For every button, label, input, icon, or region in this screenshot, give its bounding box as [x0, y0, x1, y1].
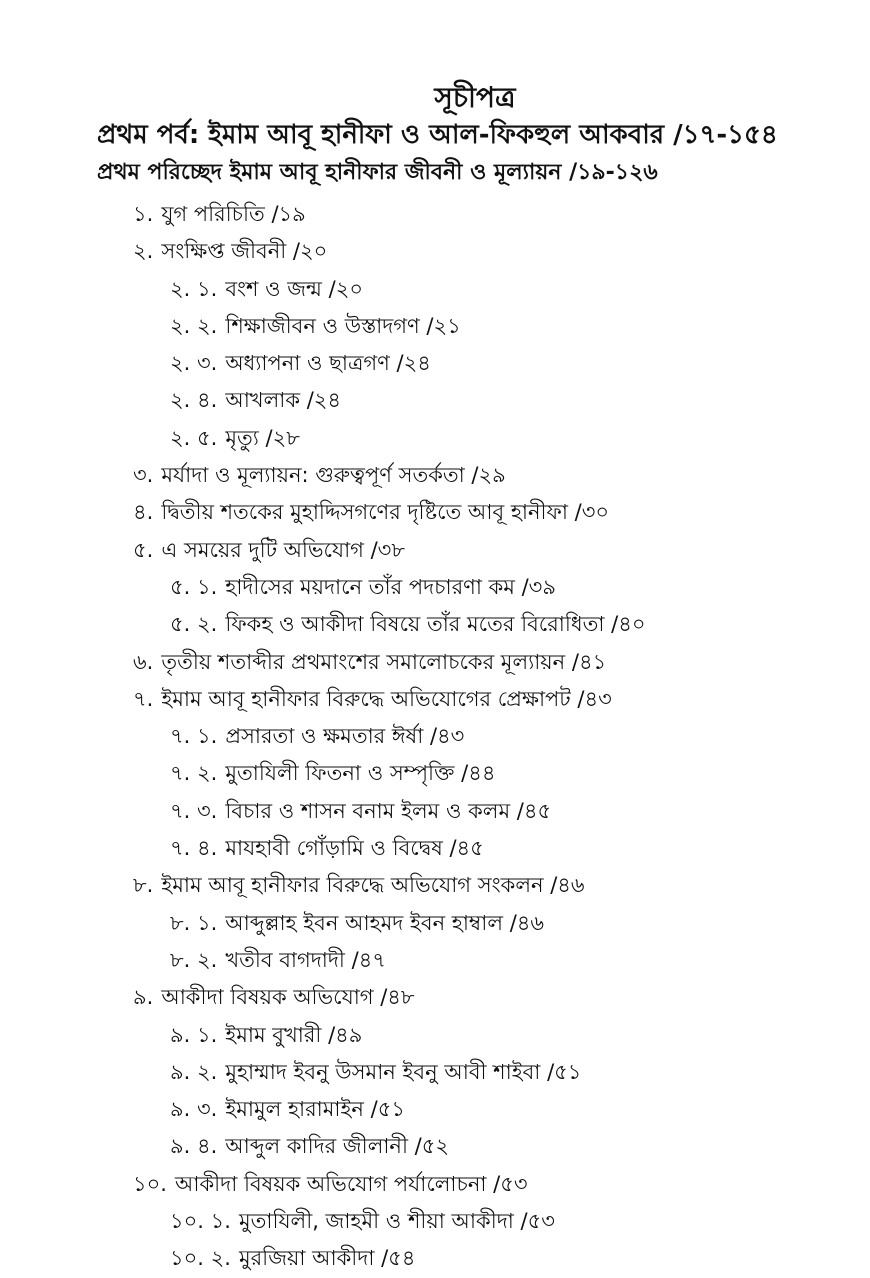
toc-entry [0, 457, 870, 494]
toc-entry-number: ২. [133, 239, 154, 264]
toc-entry-number: ১০. ২. [170, 1246, 231, 1271]
toc-entry-number: ৭. ১. [170, 724, 218, 749]
toc-entry [0, 196, 870, 233]
toc-entry-number: ৮. ১. [170, 910, 218, 935]
toc-list [0, 196, 870, 1278]
toc-entry-text: প্রসারতা ও ক্ষমতার ঈর্ষা /৪৩ [225, 724, 465, 749]
toc-entry [0, 1017, 870, 1054]
toc-entry [0, 755, 870, 792]
toc-entry-text: মুতাযিলী, জাহমী ও শীয়া আকীদা /৫৩ [238, 1209, 555, 1234]
toc-entry [0, 233, 870, 270]
toc-entry-number: ২. ১. [170, 276, 218, 301]
toc-entry [0, 494, 870, 531]
toc-entry-text: মুতাযিলী ফিতনা ও সম্পৃক্তি /৪৪ [225, 761, 496, 786]
toc-entry-number: ৭. [133, 686, 154, 711]
toc-entry [0, 382, 870, 419]
toc-entry-number: ৯. ৩. [170, 1097, 218, 1122]
toc-entry-text: মৃত্যু /২৮ [225, 425, 300, 450]
toc-entry-text: দ্বিতীয় শতকের মুহাদ্দিসগণের দৃষ্টিতে আবূ হানীফা /৩০ [161, 500, 609, 525]
toc-entry-text: আকীদা বিষয়ক অভিযোগ পর্যালোচনা /৫৩ [174, 1171, 528, 1196]
toc-entry-number: ৯. ১. [170, 1022, 218, 1047]
toc-entry-text: আখলাক /২৪ [225, 388, 342, 413]
toc-entry-number: ২. ৪. [170, 388, 218, 413]
toc-entry [0, 569, 870, 606]
toc-entry [0, 644, 870, 681]
toc-entry-number: ৯. ৪. [170, 1134, 218, 1159]
toc-entry-number: ২. ৩. [170, 351, 218, 376]
toc-entry-text: ফিকহ ও আকীদা বিষয়ে তাঁর মতের বিরোধিতা /৪০ [225, 612, 646, 637]
toc-entry-text: আব্দুল কাদির জীলানী /৫২ [225, 1134, 450, 1159]
toc-entry-text: ইমামুল হারামাইন /৫১ [225, 1097, 405, 1122]
toc-entry-text: যুগ পরিচিতি /১৯ [161, 202, 306, 226]
toc-entry-number: ১০. ১. [170, 1209, 231, 1234]
toc-entry-text: তৃতীয় শতাব্দীর প্রথমাংশের সমালোচকের মূল্যায়ন /৪১ [161, 649, 607, 674]
toc-entry-number: ২. ২. [170, 313, 218, 338]
toc-entry-text: বংশ ও জন্ম /২০ [225, 276, 364, 301]
toc-entry [0, 1091, 870, 1128]
toc-entry-number: ৫. ১. [170, 574, 218, 599]
part-heading: প্রথম পর্ব: ইমাম আবূ হানীফা ও আল-ফিকহুল আকবার /১৭-১৫৪ [97, 120, 778, 150]
toc-entry-text: ইমাম আবূ হানীফার বিরুদ্ধে অভিযোগের প্রেক্ষাপট /৪৩ [161, 686, 612, 711]
toc-entry-text: মুহাম্মাদ ইবনু উসমান ইবনু আবী শাইবা /৫১ [225, 1059, 582, 1084]
toc-entry [0, 867, 870, 904]
toc-entry-number: ৫. [133, 537, 154, 562]
toc-entry-number: ৭. ৪. [170, 836, 218, 861]
toc-entry [0, 308, 870, 345]
toc-entry-number: ৯. ২. [170, 1059, 218, 1084]
toc-entry [0, 271, 870, 308]
toc-entry [0, 420, 870, 457]
toc-entry-number: ৪. [133, 500, 154, 525]
toc-entry-number: ১. [133, 202, 154, 226]
toc-entry-text: আব্দুল্লাহ ইবন আহমদ ইবন হাম্বাল /৪৬ [225, 910, 545, 935]
toc-entry [0, 1166, 870, 1203]
toc-entry-text: ইমাম আবূ হানীফার বিরুদ্ধে অভিযোগ সংকলন /৪৬ [161, 873, 585, 898]
toc-entry-number: ৭. ৩. [170, 798, 218, 823]
toc-entry [0, 793, 870, 830]
toc-entry-text: হাদীসের ময়দানে তাঁর পদচারণা কম /৩৯ [225, 574, 556, 599]
toc-entry-number: ১০. [133, 1171, 167, 1196]
toc-entry-number: ৮. [133, 873, 154, 898]
toc-entry [0, 905, 870, 942]
toc-entry-text: বিচার ও শাসন বনাম ইলম ও কলম /৪৫ [225, 798, 552, 823]
toc-entry-number: ৭. ২. [170, 761, 218, 786]
chapter-heading: প্রথম পরিচ্ছেদ ইমাম আবূ হানীফার জীবনী ও মূল্যায়ন /১৯-১২৬ [97, 160, 658, 185]
toc-entry [0, 345, 870, 382]
page-title: সূচীপত্র [434, 81, 516, 114]
toc-entry-text: শিক্ষাজীবন ও উস্তাদগণ /২১ [225, 313, 461, 338]
toc-entry-text: খতীব বাগদাদী /৪৭ [225, 947, 386, 972]
toc-entry-number: ৩. [133, 463, 154, 488]
toc-entry [0, 1203, 870, 1240]
toc-entry [0, 606, 870, 643]
toc-entry [0, 681, 870, 718]
toc-entry-text: মর্যাদা ও মূল্যায়ন: গুরুত্বপূর্ণ সতর্কতা /২৯ [161, 463, 506, 488]
toc-entry [0, 979, 870, 1016]
toc-entry-text: সংক্ষিপ্ত জীবনী /২০ [161, 239, 328, 264]
toc-entry [0, 1240, 870, 1277]
toc-entry-text: অধ্যাপনা ও ছাত্রগণ /২৪ [225, 351, 431, 376]
toc-entry [0, 942, 870, 979]
toc-entry [0, 830, 870, 867]
toc-entry-number: ৫. ২. [170, 612, 218, 637]
toc-entry [0, 532, 870, 569]
toc-entry-text: ইমাম বুখারী /৪৯ [225, 1022, 363, 1047]
toc-entry-text: মাযহাবী গোঁড়ামি ও বিদ্বেষ /৪৫ [225, 836, 484, 861]
toc-entry-number: ৮. ২. [170, 947, 218, 972]
toc-entry [0, 718, 870, 755]
toc-entry-text: এ সময়ের দুটি অভিযোগ /৩৮ [161, 537, 405, 562]
toc-entry [0, 1128, 870, 1165]
toc-entry-number: ২. ৫. [170, 425, 218, 450]
toc-entry-text: আকীদা বিষয়ক অভিযোগ /৪৮ [161, 985, 415, 1010]
toc-entry-text: মুরজিয়া আকীদা /৫৪ [238, 1246, 416, 1271]
toc-entry-number: ৬. [133, 649, 154, 674]
toc-entry-number: ৯. [133, 985, 154, 1010]
toc-entry [0, 1054, 870, 1091]
